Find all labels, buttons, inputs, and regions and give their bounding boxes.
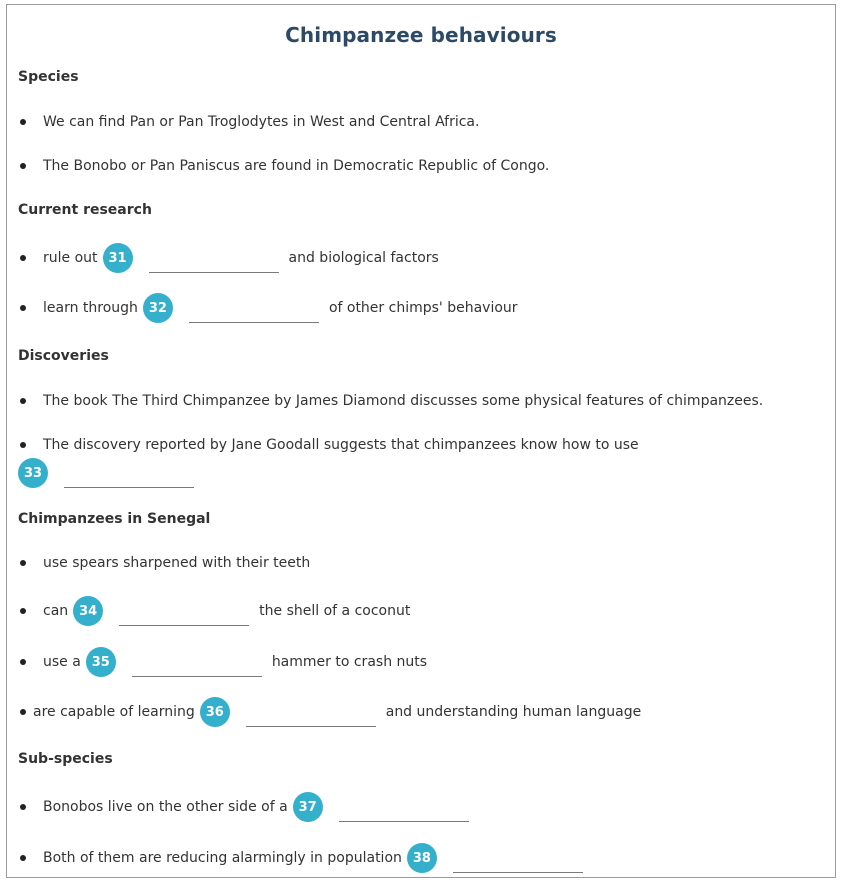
question-number-badge-34: 34 (73, 596, 103, 626)
bullet-icon (20, 442, 26, 448)
item-text-after: and understanding human language (385, 704, 642, 720)
gap-fill-item-36 (18, 695, 825, 729)
answer-blank-37[interactable] (339, 802, 469, 822)
answer-blank-33[interactable] (64, 468, 194, 488)
bullet-icon (20, 119, 26, 125)
list-item (18, 546, 825, 580)
item-text-after: and biological factors (288, 250, 439, 266)
question-number-badge-38: 38 (407, 843, 437, 873)
item-text-before: rule out (43, 250, 98, 266)
answer-blank-36[interactable] (246, 707, 376, 727)
item-text-after: hammer to crash nuts (271, 654, 428, 670)
gap-fill-item-37 (18, 790, 825, 824)
question-number-badge-37: 37 (293, 792, 323, 822)
gap-fill-item-38 (18, 841, 825, 875)
item-text: use spears sharpened with their teeth (43, 555, 311, 571)
answer-blank-38[interactable] (453, 853, 583, 873)
question-number-badge-35: 35 (86, 647, 116, 677)
page-title: Chimpanzee behaviours (285, 23, 557, 47)
item-text-before: use a (43, 654, 81, 670)
section-heading-sub-species: Sub-species (18, 751, 113, 767)
gap-fill-item-31 (18, 241, 825, 275)
item-text-before: learn through (43, 300, 138, 316)
item-text-before: are capable of learning (33, 704, 195, 720)
bullet-icon (20, 163, 26, 169)
bullet-icon (20, 398, 26, 404)
item-text-after: of other chimps' behaviour (328, 300, 518, 316)
bullet-icon (20, 709, 26, 715)
item-text-before: Both of them are reducing alarmingly in population (43, 850, 402, 866)
item-text-after: the shell of a coconut (259, 603, 411, 619)
item-text: We can find Pan or Pan Troglodytes in West and Central Africa. (43, 114, 480, 130)
item-text-before: Bonobos live on the other side of a (43, 799, 288, 815)
list-item (18, 149, 825, 183)
question-number-badge-36: 36 (200, 697, 230, 727)
list-item (18, 105, 825, 139)
bullet-icon (20, 608, 26, 614)
bullet-icon (20, 560, 26, 566)
gap-fill-item-34 (18, 594, 825, 628)
item-text: The Bonobo or Pan Paniscus are found in Democratic Republic of Congo. (43, 158, 550, 174)
item-text: The book The Third Chimpanzee by James Diamond discusses some physical features of chimpanzees. (43, 393, 764, 409)
bullet-icon (20, 804, 26, 810)
section-heading-current-research: Current research (18, 202, 152, 218)
bullet-icon (20, 855, 26, 861)
list-item (18, 384, 825, 418)
section-heading-discoveries: Discoveries (18, 348, 109, 364)
gap-fill-item-35 (18, 645, 825, 679)
worksheet-panel (6, 4, 836, 878)
bullet-icon (20, 305, 26, 311)
gap-fill-item-32 (18, 291, 825, 325)
section-heading-species: Species (18, 69, 79, 85)
answer-blank-31[interactable] (149, 253, 279, 273)
section-heading-chimpanzees-in-senegal: Chimpanzees in Senegal (18, 511, 211, 527)
question-number-badge-32: 32 (143, 293, 173, 323)
bullet-icon (20, 255, 26, 261)
gap-fill-item-33 (18, 456, 825, 490)
answer-blank-35[interactable] (132, 657, 262, 677)
item-text: The discovery reported by Jane Goodall suggests that chimpanzees know how to use (43, 437, 639, 453)
item-text-before: can (43, 603, 69, 619)
bullet-icon (20, 659, 26, 665)
answer-blank-32[interactable] (189, 303, 319, 323)
question-number-badge-33: 33 (18, 458, 48, 488)
question-number-badge-31: 31 (103, 243, 133, 273)
answer-blank-34[interactable] (119, 606, 249, 626)
